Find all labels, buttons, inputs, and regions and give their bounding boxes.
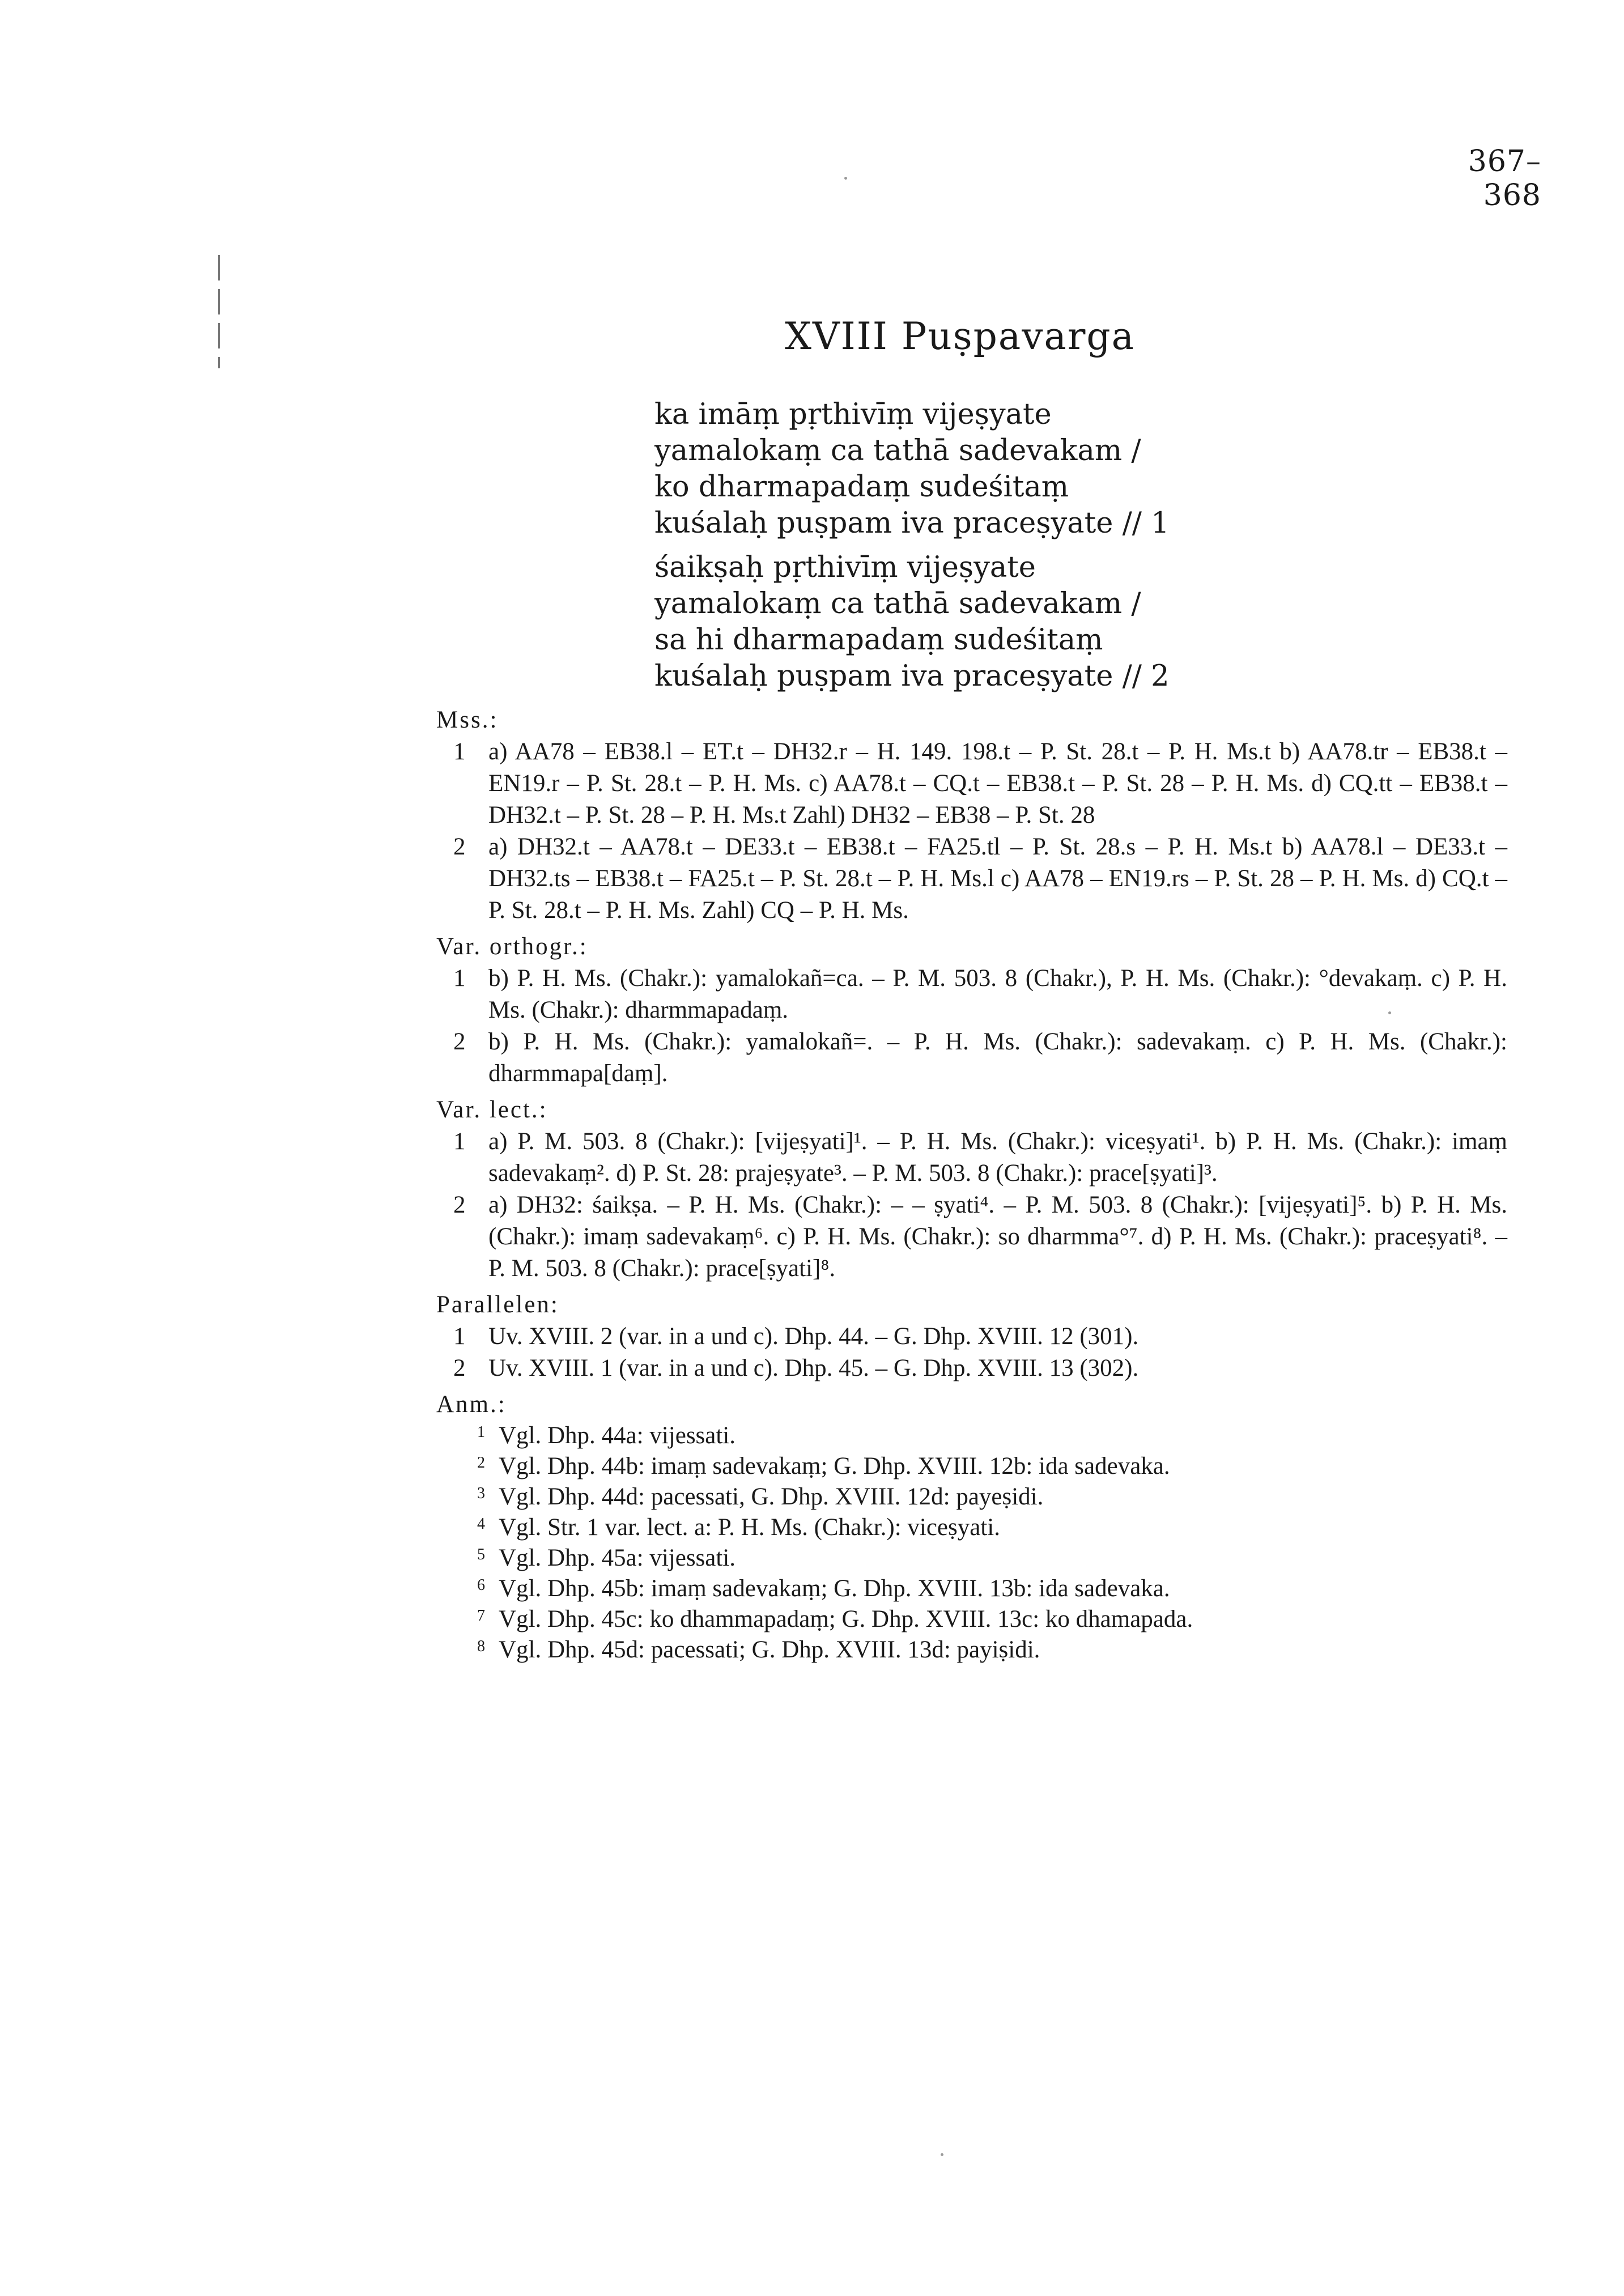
footnote-number: 5: [477, 1546, 485, 1563]
footnote-text: Vgl. Dhp. 45b: imaṃ sadevakaṃ; G. Dhp. XVIII. 13b: ida sadevaka.: [499, 1575, 1170, 1602]
verse-gap: [654, 542, 1221, 550]
apparatus-entry: [436, 1189, 1507, 1285]
section-heading: Parallelen:: [436, 1291, 559, 1318]
footnote-number: 8: [477, 1638, 485, 1655]
footnote-text: Vgl. Dhp. 45c: ko dhammapadaṃ; G. Dhp. XVIII. 13c: ko dhamapada.: [499, 1606, 1193, 1632]
section-heading: Mss.:: [436, 707, 499, 733]
verse-line: kuśalaḥ puṣpam iva praceṣyate // 2: [654, 660, 1170, 693]
apparatus-entry: [436, 736, 1507, 831]
footnote-text: Vgl. Dhp. 45a: vijessati.: [499, 1545, 736, 1571]
scan-speck: [844, 177, 847, 180]
apparatus-entry: [436, 963, 1507, 1026]
footnote-number: 4: [477, 1515, 485, 1533]
entry-text: a) DH32: śaikṣa. – P. H. Ms. (Chakr.): – – ṣyati⁴. – P. M. 503. 8 (Chakr.): [vijeṣyati]⁵. b) P. H. Ms. (Chakr.): imaṃ sadevakaṃ⁶. c) P. H. Ms. (Chakr.): so dharmma°⁷. d) P. H. Ms. (Chakr.): praceṣyati⁸. – P. M. 503. 8 (Chakr.): prace[ṣyati]⁸.: [488, 1192, 1507, 1282]
entry-text: b) P. H. Ms. (Chakr.): yamalokañ=. – P. H. Ms. (Chakr.): sadevakaṃ. c) P. H. Ms. (Chakr.): dharmmapa[daṃ].: [488, 1028, 1507, 1087]
footnote-number: 2: [477, 1454, 485, 1472]
footnote: [436, 1512, 1507, 1543]
section-heading: Anm.:: [436, 1391, 507, 1418]
footnote: [436, 1482, 1507, 1512]
verse-block: [654, 397, 1221, 695]
entry-text: a) DH32.t – AA78.t – DE33.t – EB38.t – FA25.tl – P. St. 28.s – P. H. Ms.t b) AA78.l – DE33.t – DH32.ts – EB38.t – FA25.t – P. St. 28.t – P. H. Ms.l c) AA78 – EN19.rs – P. St. 28 – P. H. Ms. d) CQ.t – P. St. 28.t – P. H. Ms. Zahl) CQ – P. H. Ms.: [488, 834, 1507, 924]
verse-1: [654, 397, 1221, 542]
scan-speck: [941, 2153, 943, 2156]
entry-number: 1: [453, 965, 466, 992]
chapter-title: XVIII Puṣpavarga: [785, 314, 1136, 358]
footnote: [436, 1451, 1507, 1482]
apparatus-entry: [436, 831, 1507, 926]
margin-mark: [218, 255, 220, 368]
verse-2: [654, 550, 1221, 695]
section-parallelen: [436, 1289, 1507, 1384]
apparatus-entry: [436, 1353, 1507, 1384]
entry-number: 2: [453, 1192, 466, 1218]
footnote: [436, 1543, 1507, 1574]
entry-number: 2: [453, 834, 466, 860]
apparatus-entry: [436, 1321, 1507, 1353]
entry-number: 1: [453, 1128, 466, 1155]
page-number: 367–368: [1468, 144, 1541, 212]
footnote: [436, 1604, 1507, 1635]
footnote-text: Vgl. Dhp. 45d: pacessati; G. Dhp. XVIII. 13d: payiṣidi.: [499, 1636, 1040, 1663]
critical-apparatus: [436, 700, 1507, 1665]
footnote-number: 1: [477, 1423, 485, 1441]
section-heading: Var. lect.:: [436, 1096, 548, 1123]
footnote-text: Vgl. Dhp. 44d: pacessati, G. Dhp. XVIII. 12d: payeṣidi.: [499, 1483, 1044, 1510]
verse-line: sa hi dharmapadaṃ sudeśitaṃ: [654, 623, 1103, 657]
entry-number: 1: [453, 1323, 466, 1350]
verse-line: yamalokaṃ ca tathā sadevakam /: [654, 434, 1141, 467]
entry-number: 1: [453, 738, 466, 765]
footnote: [436, 1421, 1507, 1451]
footnote: [436, 1635, 1507, 1665]
entry-number: 2: [453, 1028, 466, 1055]
section-var-lect: [436, 1094, 1507, 1285]
scan-speck: [1388, 1011, 1391, 1014]
entry-text: Uv. XVIII. 1 (var. in a und c). Dhp. 45. – G. Dhp. XVIII. 13 (302).: [488, 1355, 1139, 1381]
footnote-number: 3: [477, 1485, 485, 1502]
section-var-orthogr: [436, 931, 1507, 1090]
apparatus-entry: [436, 1026, 1507, 1090]
entry-number: 2: [453, 1355, 466, 1381]
verse-line: ka imāṃ pṛthivīṃ vijeṣyate: [654, 398, 1052, 431]
footnote-number: 7: [477, 1607, 485, 1625]
entry-text: a) AA78 – EB38.l – ET.t – DH32.r – H. 149. 198.t – P. St. 28.t – P. H. Ms.t b) AA78.tr – EB38.t – EN19.r – P. St. 28.t – P. H. Ms. c) AA78.t – CQ.t – EB38.t – P. St. 28 – P. H. Ms. d) CQ.tt – EB38.t – DH32.t – P. St. 28 – P. H. Ms.t Zahl) DH32 – EB38 – P. St. 28: [488, 738, 1507, 828]
entry-text: a) P. M. 503. 8 (Chakr.): [vijeṣyati]¹. – P. H. Ms. (Chakr.): viceṣyati¹. b) P. H. Ms. (Chakr.): imaṃ sadevakaṃ². d) P. St. 28: prajeṣyate³. – P. M. 503. 8 (Chakr.): prace[ṣyati]³.: [488, 1128, 1507, 1187]
footnote-text: Vgl. Dhp. 44b: imaṃ sadevakaṃ; G. Dhp. XVIII. 12b: ida sadevaka.: [499, 1453, 1170, 1479]
verse-line: śaikṣaḥ pṛthivīṃ vijeṣyate: [654, 551, 1036, 584]
section-anmerkungen: [436, 1389, 1507, 1665]
apparatus-entry: [436, 1126, 1507, 1189]
entry-text: b) P. H. Ms. (Chakr.): yamalokañ=ca. – P. M. 503. 8 (Chakr.), P. H. Ms. (Chakr.): °devakaṃ. c) P. H. Ms. (Chakr.): dharmmapadaṃ.: [488, 965, 1507, 1023]
verse-line: ko dharmapadaṃ sudeśitaṃ: [654, 470, 1069, 504]
footnote-text: Vgl. Str. 1 var. lect. a: P. H. Ms. (Chakr.): viceṣyati.: [499, 1514, 1000, 1541]
section-heading: Var. orthogr.:: [436, 933, 588, 960]
verse-line: yamalokaṃ ca tathā sadevakam /: [654, 587, 1141, 620]
section-mss: [436, 704, 1507, 926]
entry-text: Uv. XVIII. 2 (var. in a und c). Dhp. 44. – G. Dhp. XVIII. 12 (301).: [488, 1323, 1139, 1350]
footnote: [436, 1574, 1507, 1604]
verse-line: kuśalaḥ puṣpam iva praceṣyate // 1: [654, 507, 1170, 540]
footnote-number: 6: [477, 1576, 485, 1594]
footnote-text: Vgl. Dhp. 44a: vijessati.: [499, 1422, 736, 1449]
